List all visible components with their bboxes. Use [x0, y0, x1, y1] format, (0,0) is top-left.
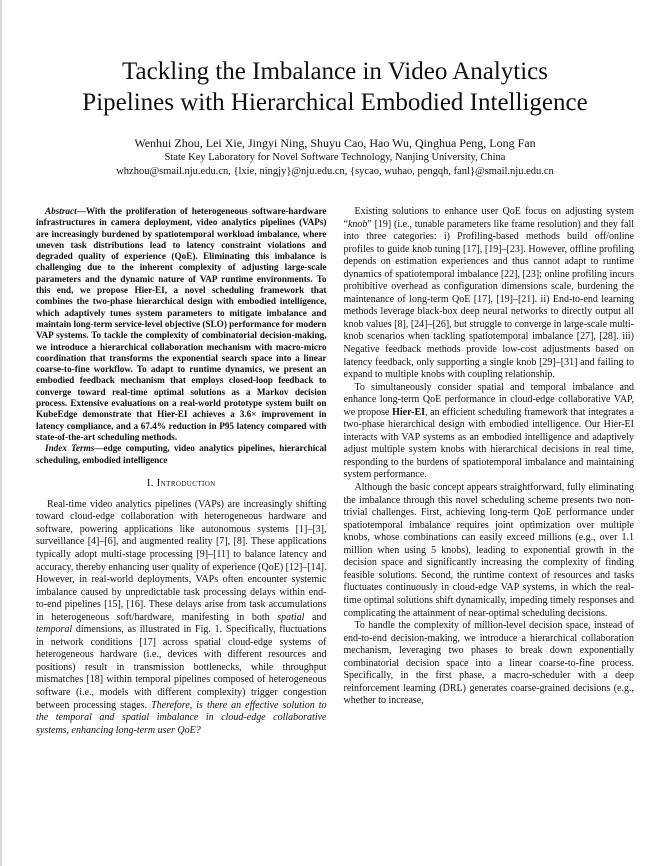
authors-emails: whzhou@smail.nju.edu.cn, {lxie, ningjy}@nju.edu.cn, {sycao, wuhao, pengqh, fanl}@smail.nju.edu.cn — [116, 165, 554, 177]
text-run: ” [19] (i.e., tunable parameters like frame resolution) and they fall into three categories: i) Profiling-based methods build off/online profiles to guide knob tuning [17], [19]–[23]. However, offline profiling depends on estimation experiences and thus cannot adapt to runtime dynamics of spatiotemporal imbalance [22], [23]; online profiling incurs prohibitive overhead as configuration dimensions scale, burdening the maintenance of long-term QoE [17], [19]–[21]. ii) End-to-end learning methods leverage black-box deep neural networks to directly output all knob values [8], [24]–[26], but struggle to converge in large-scale multi-knob scenarios when tackling spatiotemporal imbalance [27], [28]. iii) Negative feedback methods provide low-cost adjustments based on latency feedback, only supporting a single knob [29]–[31] and failing to expand to multiple knobs with coupling relationship. — [343, 218, 634, 381]
text-run: Abstract — [45, 206, 77, 216]
text-run: knob — [347, 218, 368, 230]
body-paragraph — [344, 382, 635, 482]
text-run: Although the basic concept appears straightforward, fully eliminating the imbalance through this novel scheduling scheme presents two non-trivial challenges. First, achieving long-term QoE performance under spatiotemporal imbalance requires joint optimization over multiple knobs, whose combinations can easily exceed millions (e.g., over 1.1 million when using 5 knobs), leading to exponential growth in the decision space and significantly increasing the complexity of finding feasible solutions. Second, the runtime context of resources and tasks fluctuates continuously in cloud-edge VAP systems, in which the real-time optimal solutions shift dynamically, impeding timely responses and complicating the attainment of near-optimal scheduling decisions. — [343, 482, 634, 619]
paper-title — [36, 56, 634, 118]
authors-names: Wenhui Zhou, Lei Xie, Jingyi Ning, Shuyu Cao, Hao Wu, Qinghua Peng, Long Fan — [134, 136, 536, 150]
body-paragraph — [344, 620, 635, 708]
text-run: To handle the complexity of million-level decision space, instead of end-to-end decision-making, we introduce a hierarchical collaboration mechanism, leveraging two phases to break down exponentially combinatorial decision space into a linear coarse-to-fine process. Specifically, in the first phase, a macro-scheduler with a deep reinforcement learning (DRL) generates coarse-grained decisions (e.g., whether to increase, — [343, 620, 634, 707]
text-run: To simultaneously consider spatial and temporal imbalance and enhance long-term QoE performance in cloud-edge collaborative VAP, we propose — [343, 381, 634, 418]
text-run: —edge computing, video analytics pipelines, hierarchical scheduling, embodied intelligence — [36, 443, 327, 465]
paper-canvas — [2, 0, 668, 866]
two-column-body — [36, 206, 634, 737]
text-run: Hier-EI — [392, 406, 426, 418]
paper-title-line-2: Pipelines with Hierarchical Embodied Intelligence — [82, 89, 588, 116]
left-column — [36, 206, 327, 737]
body-paragraph — [344, 206, 635, 382]
text-run: temporal — [36, 624, 73, 636]
authors-block — [36, 136, 634, 178]
authors-affiliation: State Key Laboratory for Novel Software Technology, Nanjing University, China — [164, 152, 506, 163]
abstract-paragraph — [36, 206, 327, 443]
paper-title-line-1: Tackling the Imbalance in Video Analytics — [121, 58, 549, 85]
text-run: and — [304, 611, 327, 623]
text-run: spatial — [277, 611, 305, 623]
text-run: Therefore, is there an effective solution to the temporal and spatial imbalance in cloud-edge collaborative systems, enhancing long-term user QoE? — [36, 699, 327, 736]
text-run: Real-time video analytics pipelines (VAPs) are increasingly shifting toward cloud-edge collaboration with heterogeneous hardware and software, powering applications like autonomous systems [1]–[3], surveillance [4]–[6], and augmented reality [7], [8]. These applications typically adopt multi-stage processing [9]–[11] to balance latency and accuracy, thereby enhancing user quality of experience (QoE) [12]–[14]. However, in real-world deployments, VAPs often encounter systemic imbalance caused by unpredictable task processing delays within end-to-end pipelines [15], [16]. These delays arise from task accumulations in heterogeneous soft/hardware, manifesting in both — [36, 498, 327, 623]
section-heading-introduction: I. Introduction — [146, 477, 216, 489]
text-run: dimensions, as illustrated in Fig. 1. Specifically, fluctuations in network conditions [17] across spatial cloud-edge systems of heterogeneous hardware (i.e., devices with different resources and positions) result in transmission bottlenecks, while throughput mismatches [18] within temporal pipelines composed of heterogeneous software (i.e., models with different complexity) trigger congestion between processing stages. — [36, 624, 327, 711]
text-run: , an efficient scheduling framework that integrates a two-phase hierarchical design with embodied intelligence. Our Hier-EI interacts with VAP systems as an embodied intelligence and adaptively adjust multiple system knobs with hierarchical decisions in real time, responding to the burdens of spatiotemporal imbalance and maintaining system performance. — [343, 406, 634, 481]
right-column — [344, 206, 635, 737]
index-terms-paragraph — [36, 443, 327, 466]
text-run: Index Terms — [45, 443, 95, 454]
body-paragraph — [344, 482, 635, 620]
text-run: Existing solutions to enhance user QoE focus on adjusting system “ — [343, 206, 634, 230]
text-run: —With the proliferation of heterogeneous software-hardware infrastructures in camera deployment, video analytics pipelines (VAPs) are increasingly burdened by spatiotemporal workload imbalance, where uneven task distributions lead to latency constraint violations and degraded quality of experience (QoE). Eliminating this imbalance is challenging due to the inherent complexity of adjusting large-scale parameters and the dynamic nature of VAP runtime environments. To this end, we propose Hier-EI, a novel scheduling framework that combines the two-phase hierarchical design with embodied intelligence, which adaptively tunes system parameters to mitigate imbalance and maintain long-term service-level objective (SLO) performance for modern VAP systems. To tackle the complexity of combinatorial decision-making, we introduce a hierarchical collaboration mechanism with macro-micro coordination that transforms the exponential search space into a linear coarse-to-fine workflow. To adapt to runtime dynamics, we present an embodied feedback mechanism that employs closed-loop feedback to converge toward real-time optimal solutions as a Markov decision process. Extensive evaluations on a real-world prototype system built on KubeEdge demonstrate that Hier-EI achieves a 3.6× improvement in latency compliance, and a 67.4% reduction in P95 latency compared with state-of-the-art scheduling methods. — [36, 206, 327, 442]
intro-paragraph — [36, 499, 327, 737]
